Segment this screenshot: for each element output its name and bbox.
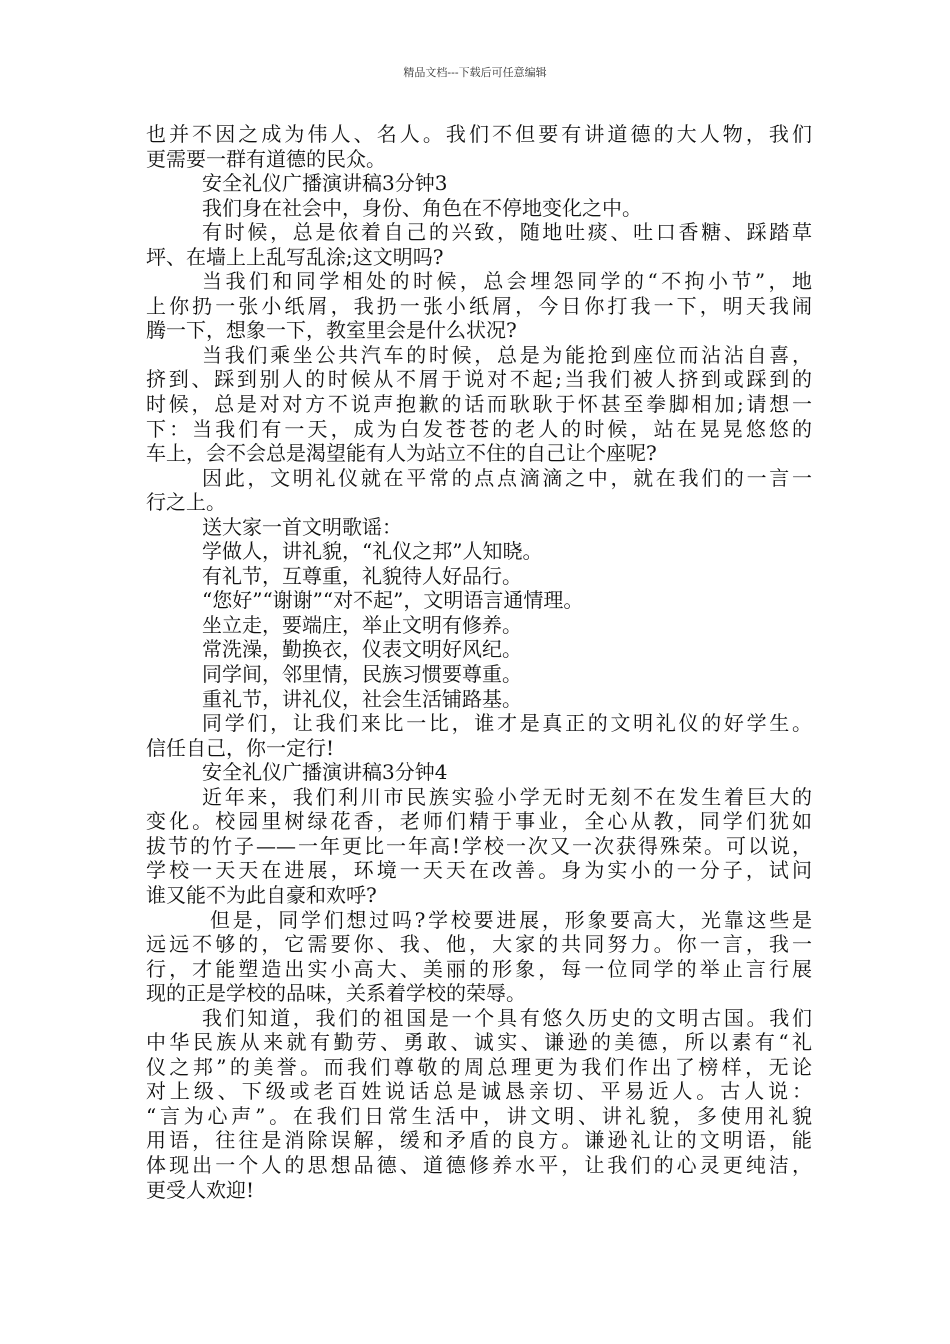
text-line: 学校一天天在进展，环境一天天在改善。身为实小的一分子，试问 — [146, 858, 812, 883]
text-line: 更受人欢迎! — [146, 1177, 255, 1202]
page-header: 精品文档---下载后可任意编辑 — [403, 66, 547, 79]
text-line: 当我们乘坐公共汽车的时候，总是为能抢到座位而沾沾自喜， — [202, 342, 812, 367]
text-line: 同学间，邻里情，民族习惯要尊重。 — [202, 662, 522, 687]
text-line: 我们知道，我们的祖国是一个具有悠久历史的文明古国。我们 — [202, 1005, 812, 1030]
text-line: 有时候，总是依着自己的兴致，随地吐痰、吐口香糖、踩踏草 — [202, 220, 812, 245]
text-line: 同学们，让我们来比一比，谁才是真正的文明礼仪的好学生。 — [202, 711, 812, 736]
text-line: 也并不因之成为伟人、名人。我们不但要有讲道德的大人物，我们 — [146, 122, 812, 146]
text-line: 安全礼仪广播演讲稿3分钟3 — [202, 171, 448, 196]
text-line: 腾一下，想象一下，教室里会是什么状况? — [146, 318, 517, 343]
text-line: 信任自己，你一定行! — [146, 735, 335, 760]
text-line: 时候，总是对对方不说声抱歉的话而耿耿于怀甚至拳脚相加;请想一 — [146, 392, 812, 417]
text-line: 变化。校园里树绿花香，老师们精于事业，全心从教，同学们犹如 — [146, 809, 812, 834]
text-line: 挤到、踩到别人的时候从不屑于说对不起;当我们被人挤到或踩到的 — [146, 367, 812, 392]
text-line: 用语，往往是消除误解，缓和矛盾的良方。谦逊礼让的文明语，能 — [146, 1128, 812, 1153]
text-line: 学做人，讲礼貌，“礼仪之邦”人知晓。 — [202, 539, 543, 564]
text-line: 有礼节，互尊重，礼貌待人好品行。 — [202, 563, 522, 588]
text-line: 对上级、下级或老百姓说话总是诚恳亲切、平易近人。古人说： — [146, 1079, 812, 1104]
text-line: 体现出一个人的思想品德、道德修养水平，让我们的心灵更纯洁， — [146, 1152, 812, 1177]
text-line: 远远不够的，它需要你、我、他，大家的共同努力。你一言，我一 — [146, 932, 812, 957]
text-line: 现的正是学校的品味，关系着学校的荣辱。 — [146, 981, 526, 1006]
text-line: 近年来，我们利川市民族实验小学无时无刻不在发生着巨大的 — [202, 784, 812, 809]
text-line: 坪、在墙上上乱写乱涂;这文明吗? — [146, 244, 444, 269]
text-line: 但是，同学们想过吗?学校要进展，形象要高大，光靠这些是 — [210, 907, 812, 932]
text-line: “言为心声”。在我们日常生活中，讲文明、讲礼貌，多使用礼貌 — [146, 1103, 812, 1128]
text-line: 我们身在社会中，身份、角色在不停地变化之中。 — [202, 195, 642, 220]
text-line: 下：当我们有一天，成为白发苍苍的老人的时候，站在晃晃悠悠的 — [146, 416, 812, 441]
text-line: 中华民族从来就有勤劳、勇敢、诚实、谦逊的美德，所以素有“礼 — [146, 1030, 812, 1055]
text-line: 行，才能塑造出实小高大、美丽的形象，每一位同学的举止言行展 — [146, 956, 812, 981]
text-line: 仪之邦”的美誉。而我们尊敬的周总理更为我们作出了榜样，无论 — [146, 1054, 812, 1079]
text-line: 更需要一群有道德的民众。 — [146, 146, 386, 171]
text-line: 车上，会不会总是渴望能有人为站立不住的自己让个座呢? — [146, 441, 657, 466]
text-line: 常洗澡，勤换衣，仪表文明好风纪。 — [202, 637, 522, 662]
text-line: 重礼节，讲礼仪，社会生活铺路基。 — [202, 686, 522, 711]
text-line: 因此，文明礼仪就在平常的点点滴滴之中，就在我们的一言一 — [202, 465, 812, 490]
text-line: 谁又能不为此自豪和欢呼? — [146, 882, 377, 907]
text-line: 拔节的竹子——一年更比一年高!学校一次又一次获得殊荣。可以说， — [146, 833, 812, 858]
text-line: 坐立走，要端庄，举止文明有修养。 — [202, 612, 522, 637]
text-line: “您好”“谢谢”“对不起”，文明语言通情理。 — [202, 588, 584, 613]
text-line: 当我们和同学相处的时候，总会埋怨同学的“不拘小节”，地 — [202, 269, 812, 294]
text-line: 安全礼仪广播演讲稿3分钟4 — [202, 760, 448, 785]
text-line: 上你扔一张小纸屑，我扔一张小纸屑，今日你打我一下，明天我闹 — [146, 293, 812, 318]
text-line: 行之上。 — [146, 490, 226, 515]
text-line: 送大家一首文明歌谣： — [202, 514, 402, 539]
document-body — [146, 122, 812, 1202]
